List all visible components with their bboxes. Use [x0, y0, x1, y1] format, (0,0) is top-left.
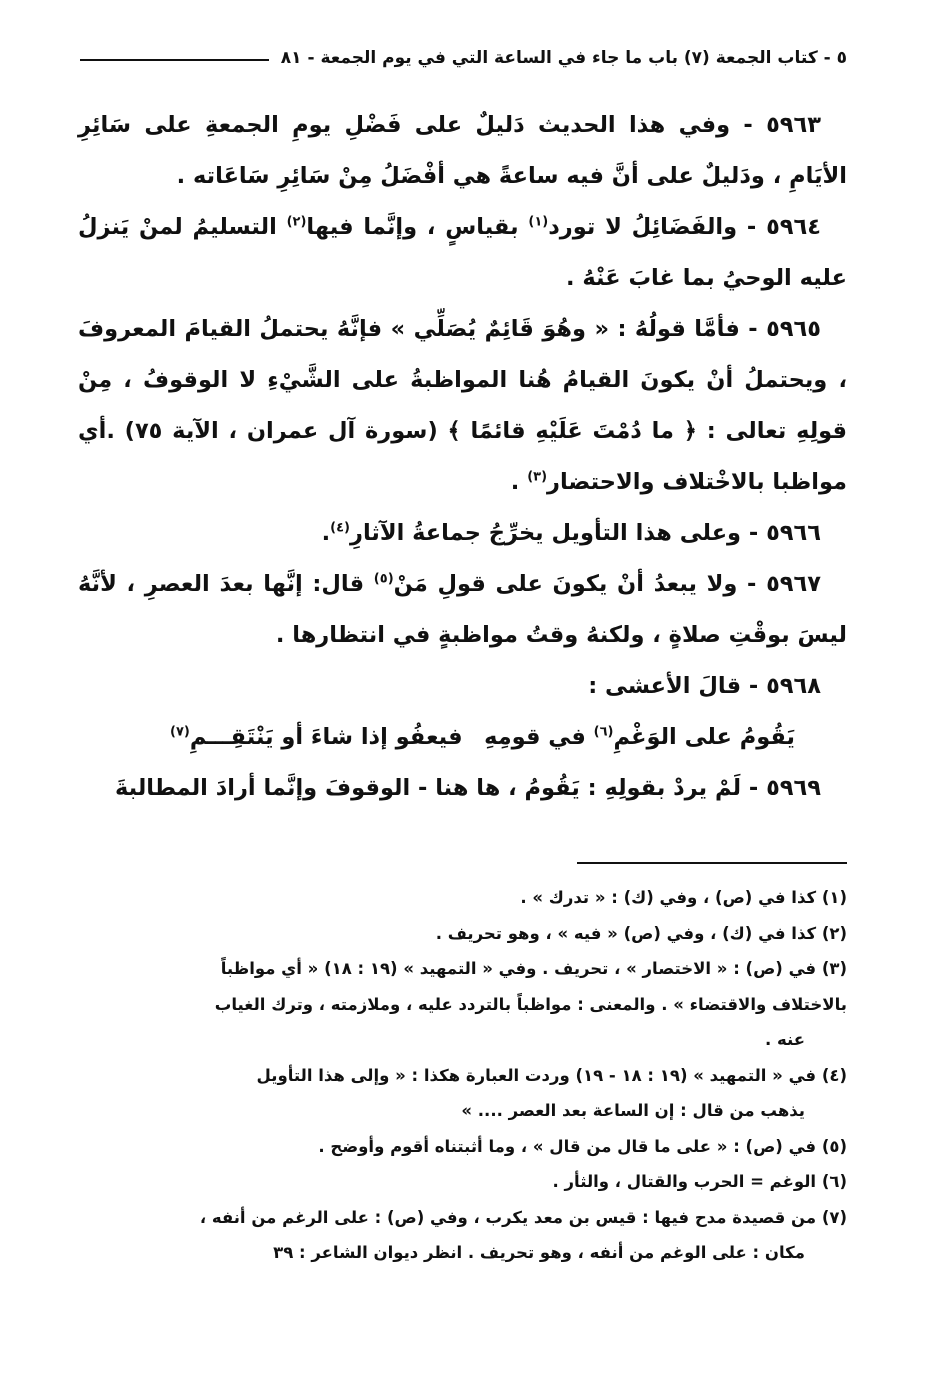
- paragraph-5968: [78, 661, 847, 712]
- paragraph-text: بقياسٍ ، وإنَّما فيها: [306, 214, 529, 240]
- paragraph-line: ويحتملُ أنْ يكونَ القيامُ هُنا المواظبةُ على الشَّيْءِ لا الوقوفُ ، مِنْ قولِهِ تعالى :: [78, 367, 847, 444]
- footnote-4-continued: يذهب من قال : إن الساعة بعد العصر .... »: [461, 1101, 805, 1120]
- paragraph-line: ٥٩٦٥ - فأمَّا قولُهُ : « وهُوَ قَائِمٌ يُصَلِّي » فإنَّهُ يحتملُ القيامَ المعروفَ ،: [78, 316, 847, 393]
- verse-text: فيعفُو إذا شاءَ أو يَنْتَقِـــمِ: [189, 724, 463, 750]
- footnote-7: (٧) من قصيدة مدح فيها : قيس بن معد يكرب ، وفي (ص) : على الرغم من أنفه ،: [199, 1207, 847, 1227]
- footnote-6: (٦) الوغم = الحرب والقتال ، والثأر .: [552, 1172, 847, 1191]
- paragraph-text: ٥٩٦٧ - ولا يبعدُ أنْ يكونَ على قولِ مَنْ: [393, 571, 822, 597]
- footnote-ref[interactable]: (٣): [527, 469, 548, 485]
- paragraph-5969: [78, 763, 847, 814]
- verse-text: يَقُومُ على الوَغْمِ: [613, 724, 795, 750]
- paragraph-line: ودَليلٌ على أنَّ فيه ساعةً هي أفْضَلُ مِنْ سَائِرِ سَاعَاته .: [176, 163, 765, 189]
- paragraph-text: التسليمُ لمنْ يَنزلُ: [78, 214, 287, 240]
- footnote-ref[interactable]: (٥): [373, 571, 394, 587]
- paragraph-line: ليسَ بوقْتِ صلاةٍ ، ولكنهُ وقتُ مواظبةٍ في انتظارها .: [275, 622, 847, 648]
- paragraph-5967: [78, 559, 847, 661]
- header-rule: [80, 59, 269, 61]
- paragraph-5964: [78, 202, 847, 304]
- paragraph-text: والاحتضار: [547, 469, 655, 495]
- header-text: ٥ - كتاب الجمعة (٧) باب ما جاء في الساعة التي في يوم الجمعة - ٨١: [280, 48, 847, 68]
- footnote-5: (٥) في (ص) : « على ما قال من قال » ، وما أثبتناه أقوم وأوضح .: [318, 1136, 847, 1156]
- footnote-2: (٢) كذا في (ك) ، وفي (ص) « فيه » ، وهو تحريف .: [435, 923, 847, 943]
- paragraph-line: عليه الوحيُ بما غابَ عَنْهُ .: [566, 265, 847, 291]
- paragraph-text: ٥٩٦٤ - والفَضَائِلُ لا تورد: [548, 214, 821, 240]
- footnote-separator: [577, 862, 847, 864]
- paragraph-text: ٥٩٦٩ - لَمْ يردْ بقولِهِ : يَقُومُ ، ها هنا - الوقوفَ وإنَّما أرادَ المطالبةَ: [114, 775, 821, 801]
- footnote-ref[interactable]: (٧): [170, 724, 190, 740]
- footnote-4: (٤) في « التمهيد » (١٩ : ١٨ - ١٩) وردت العبارة هكذا : « وإلى هذا التأويل: [256, 1065, 847, 1085]
- footnotes: [78, 880, 847, 1271]
- footnote-ref[interactable]: (٢): [286, 214, 307, 230]
- paragraph-text: ٥٩٦٦ - وعلى هذا التأويل يخرِّجُ جماعةُ الآثارِ: [350, 520, 821, 546]
- footnote-ref[interactable]: (١): [528, 214, 549, 230]
- paragraph-5963: [78, 100, 847, 202]
- poetry-verse: [78, 712, 847, 763]
- verse-first-hemistich: [484, 712, 795, 763]
- paragraph-text: .: [510, 469, 528, 495]
- footnote-7-continued: مكان : على الوغم من أنفه ، وهو تحريف . انظر ديوان الشاعر : ٣٩: [273, 1243, 805, 1262]
- paragraph-text: ٥٩٦٨ - قالَ الأعشى :: [588, 673, 821, 699]
- paragraph-text: .: [321, 520, 331, 546]
- running-header: [80, 38, 847, 78]
- footnote-1: (١) كذا في (ص) ، وفي (ك) : « تدرك » .: [520, 888, 847, 907]
- footnote-ref[interactable]: (٦): [593, 724, 614, 740]
- footnote-3-continued: عنه .: [764, 1030, 805, 1049]
- paragraph-line: ﴿ ما دُمْتَ عَلَيْهِ قائمًا ﴾ (سورة آل عمران ، الآية ٧٥) .أي مواظبا بالاخْتلاف: [78, 418, 847, 495]
- paragraph-5966: [78, 508, 847, 559]
- footnote-3-continued: بالاختلاف والاقتضاء » . والمعنى : مواظباً بالتردد عليه ، وملازمته ، وترك الغياب: [214, 994, 847, 1014]
- verse-second-hemistich: [170, 712, 463, 763]
- paragraph-5965: [78, 304, 847, 508]
- verse-text: في قومِهِ: [484, 724, 594, 750]
- main-text: [78, 100, 847, 814]
- paragraph-text: قال: إنَّها بعدَ العصرِ ، لأنَّهُ: [78, 571, 374, 597]
- footnote-3: (٣) في (ص) : « الاختصار » ، تحريف . وفي « التمهيد » (١٩ : ١٨) « أي مواظباً: [220, 959, 847, 978]
- paragraph-line: ٥٩٦٣ - وفي هذا الحديث دَليلٌ على فَضْلِ يومِ الجمعةِ على سَائِرِ الأيَامِ ،: [78, 112, 847, 189]
- footnote-ref[interactable]: (٤): [330, 520, 350, 536]
